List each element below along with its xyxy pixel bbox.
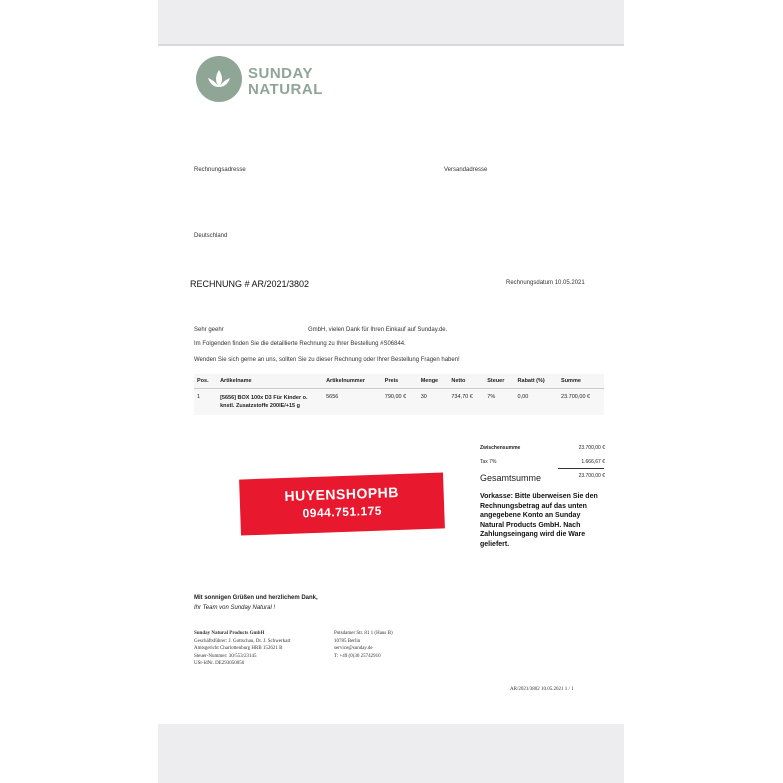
lotus-logo-icon	[196, 56, 242, 102]
brand-line-1: SUNDAY	[248, 65, 313, 82]
header-tax: Steuer	[484, 374, 514, 389]
cell-quantity: 30	[418, 389, 449, 416]
cell-article-number: 5656	[323, 389, 382, 416]
items-table	[194, 374, 604, 415]
tax-value: 1.666,67 €	[581, 459, 605, 465]
invoice-title: RECHNUNG # AR/2021/3802	[190, 279, 310, 289]
table-header-row	[194, 374, 604, 389]
intro-line-2: Im Folgenden finden Sie die detaillierte Rechnung zu Ihrer Bestellung #S06844.	[194, 341, 406, 347]
bottom-bar	[158, 724, 624, 783]
shipping-address-label: Versandadresse	[444, 167, 488, 173]
stamp-phone: 0944.751.175	[302, 503, 383, 521]
footer-managers: Geschäftsführer: J. Gottschau, Dr. J. Schwerkart	[194, 638, 291, 644]
greeting-right: GmbH, vielen Dank für Ihren Einkauf auf Sunday.de.	[308, 327, 448, 333]
header-net: Netto	[448, 374, 484, 389]
intro-line-3: Wenden Sie sich gerne an uns, sollten Sie zu dieser Rechnung oder Ihrer Bestellung Fragen haben!	[194, 357, 460, 363]
header-pos: Pos.	[194, 374, 217, 389]
footer-contact	[334, 630, 393, 660]
footer-city: 10785 Berlin	[334, 638, 361, 644]
closing-line-1: Mit sonnigen Grüßen und herzlichem Dank,	[194, 595, 318, 601]
footer-street: Potsdamer Str. 81 1 (Haus B)	[334, 631, 393, 636]
invoice-page	[158, 46, 624, 724]
tax-label: Tax 7%	[480, 459, 497, 465]
footer-vat-id: USt-IdNr. DE293050056	[194, 661, 245, 666]
billing-address-label: Rechnungsadresse	[194, 167, 246, 173]
page-reference: AR/2021/3802 10.05.2021 1 / 1	[510, 687, 574, 692]
cell-net: 734,70 €	[448, 389, 484, 416]
cell-price: 790,00 €	[382, 389, 418, 416]
header-sum: Summe	[558, 374, 604, 389]
header-discount: Rabatt (%)	[515, 374, 558, 389]
subtotal-value: 23.700,00 €	[578, 445, 605, 451]
header-price: Preis	[382, 374, 418, 389]
footer-email: service@sunday.de	[334, 646, 373, 651]
total-label: Gesamtsumme	[480, 473, 542, 483]
shop-stamp	[239, 472, 445, 535]
header-quantity: Menge	[418, 374, 449, 389]
footer-phone: T: +49 (0)30 25742910	[334, 653, 381, 659]
closing-line-2: Ihr Team von Sunday Natural !	[194, 605, 276, 611]
country: Deutschland	[194, 233, 228, 239]
cell-pos: 1	[194, 389, 217, 416]
footer-tax-number: Steuer-Nummer: 30/553/23145	[194, 653, 257, 659]
total-row	[480, 473, 605, 483]
invoice-date: Rechnungsdatum 10.05.2021	[506, 280, 585, 286]
cell-sum: 23.700,00 €	[558, 389, 604, 416]
subtotal-label: Zwischensumme	[480, 445, 521, 451]
header-article-number: Artikelnummer	[323, 374, 382, 389]
cell-article-name: [5656] BOX 100x D3 Für Kinder o. knstl. Zusatzstoffe 200IE/+15 g	[217, 389, 323, 416]
stamp-shop-name: HUYENSHOPHB	[284, 484, 400, 504]
total-divider	[558, 468, 604, 469]
greeting-left: Sehr geehr	[194, 327, 224, 333]
footer-court: Amtsgericht Charlottenburg HRB 152621 B	[194, 646, 283, 651]
table-row	[194, 389, 604, 416]
cell-discount: 0,00	[515, 389, 558, 416]
cell-tax: 7%	[484, 389, 514, 416]
footer-company-name: Sunday Natural Products GmbH	[194, 631, 265, 636]
top-bar	[158, 0, 624, 46]
payment-note: Vorkasse: Bitte überweisen Sie den Rechnungsbetrag auf das unten angegebene Konto an Sunday Natural Products GmbH. Nach Zahlungseingang wird die Ware geliefert.	[480, 493, 598, 548]
header-article-name: Artikelname	[217, 374, 323, 389]
brand-line-2: NATURAL	[248, 81, 323, 98]
subtotal-row	[480, 445, 605, 451]
total-value: 23.700,00 €	[578, 473, 605, 479]
tax-row	[480, 459, 605, 465]
footer-company	[194, 630, 291, 668]
brand-name	[248, 66, 323, 98]
